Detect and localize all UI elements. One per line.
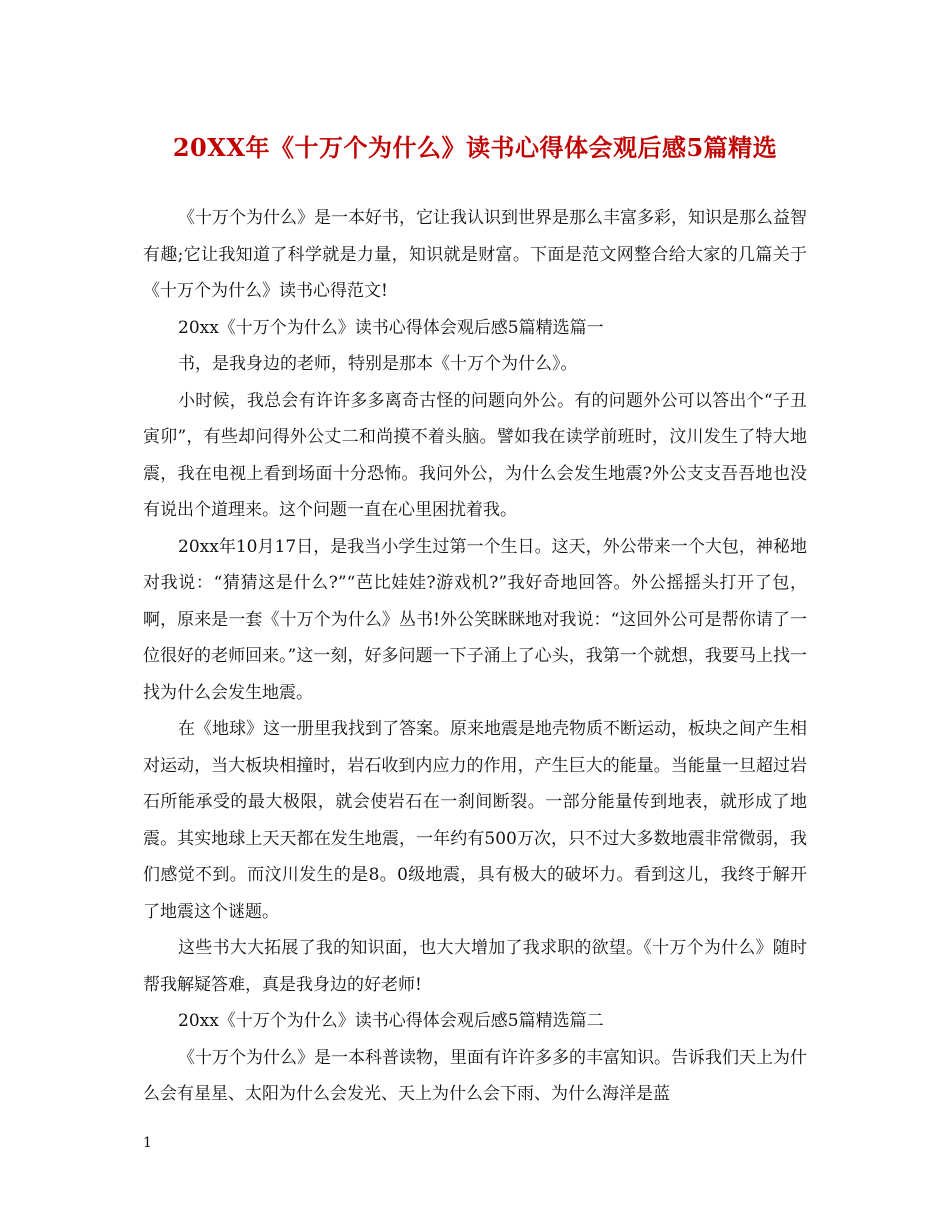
intro-paragraph: 《十万个为什么》是一本好书，它让我认识到世界是那么丰富多彩，知识是那么益智有趣;它让我知道了科学就是力量，知识就是财富。下面是范文网整合给大家的几篇关于《十万个为什么》读书心得范文! <box>143 208 807 301</box>
body-paragraph: 小时候，我总会有许许多多离奇古怪的问题向外公。有的问题外公可以答出个“子丑寅卯”，有些却问得外公丈二和尚摸不着头脑。譬如我在读学前班时，汶川发生了特大地震，我在电视上看到场面十分恐怖。我问外公，为什么会发生地震?外公支支吾吾地也没有说出个道理来。这个问题一直在心里困扰着我。 <box>143 390 807 520</box>
document-body <box>143 200 807 1113</box>
document-title: 20XX年《十万个为什么》读书心得体会观后感5篇精选 <box>172 133 778 162</box>
body-paragraph: 书，是我身边的老师，特别是那本《十万个为什么》。 <box>178 354 578 374</box>
body-paragraph: 20xx年10月17日，是我当小学生过第一个生日。这天，外公带来一个大包，神秘地对我说：“猜猜这是什么?”“芭比娃娃?游戏机?”我好奇地回答。外公摇摇头打开了包，啊，原来是一套《十万个为什么》丛书!外公笑眯眯地对我说：“这回外公可是帮你请了一位很好的老师回来。”这一刻，好多问题一下子涌上了心头，我第一个就想，我要马上找一找为什么会发生地震。 <box>143 536 807 703</box>
section-heading-one: 20xx《十万个为什么》读书心得体会观后感5篇精选篇一 <box>178 317 604 338</box>
body-paragraph: 这些书大大拓展了我的知识面，也大大增加了我求职的欲望。《十万个为什么》随时帮我解疑答难，真是我身边的好老师! <box>143 938 807 995</box>
page-number: 1 <box>143 1135 152 1151</box>
section-heading-two: 20xx《十万个为什么》读书心得体会观后感5篇精选篇二 <box>178 1011 604 1031</box>
body-paragraph: 在《地球》这一册里我找到了答案。原来地震是地壳物质不断运动，板块之间产生相对运动，当大板块相撞时，岩石收到内应力的作用，产生巨大的能量。当能量一旦超过岩石所能承受的最大极限，就会使岩石在一刹间断裂。一部分能量传到地表，就形成了地震。其实地球上天天都在发生地震，一年约有500万次，只不过大多数地震非常微弱，我们感觉不到。而汶川发生的是8。0级地震，具有极大的破坏力。看到这儿，我终于解开了地震这个谜题。 <box>143 719 807 922</box>
body-paragraph: 《十万个为什么》是一本科普读物，里面有许许多多的丰富知识。告诉我们天上为什么会有星星、太阳为什么会发光、天上为什么会下雨、为什么海洋是蓝 <box>143 1047 807 1104</box>
